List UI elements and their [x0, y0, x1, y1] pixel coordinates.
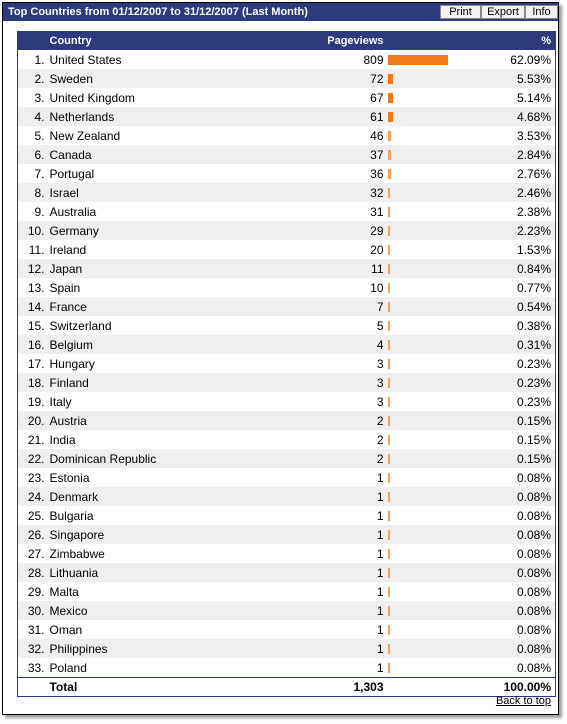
country-name: Canada — [48, 145, 268, 164]
pageviews-bar-cell — [388, 430, 460, 449]
info-button[interactable]: Info — [525, 5, 558, 19]
pageviews-bar-cell — [388, 392, 460, 411]
pageviews-bar-cell — [388, 88, 460, 107]
pageviews-bar-cell — [388, 582, 460, 601]
percent-value: 0.08% — [516, 622, 551, 637]
pageviews-value: 2 — [268, 449, 388, 468]
table-row — [18, 50, 556, 69]
country-name: Austria — [48, 411, 268, 430]
pageviews-bar — [388, 511, 390, 521]
rank-cell: 23. — [27, 470, 45, 485]
pageviews-bar-cell — [388, 544, 460, 563]
pageviews-bar-cell — [388, 316, 460, 335]
table-row — [18, 392, 556, 411]
pageviews-value: 4 — [268, 335, 388, 354]
percent-value: 0.23% — [516, 356, 551, 371]
country-name: Israel — [48, 183, 268, 202]
pageviews-value: 29 — [268, 221, 388, 240]
percent-value: 62.09% — [510, 52, 551, 67]
bar-column-header — [388, 32, 460, 51]
country-name: Mexico — [48, 601, 268, 620]
country-name: Bulgaria — [49, 508, 94, 523]
percent-column-header[interactable]: % — [460, 32, 556, 51]
rank-cell: 5. — [34, 128, 45, 143]
pageviews-bar — [388, 397, 390, 407]
rank-cell: 2. — [18, 69, 48, 88]
rank-cell: 26. — [18, 525, 48, 544]
table-row — [18, 297, 556, 316]
total-percent: 100.00% — [460, 678, 556, 697]
pageviews-value: 2 — [268, 411, 388, 430]
pageviews-value: 1 — [376, 584, 384, 599]
pageviews-bar-cell — [388, 126, 460, 145]
rank-header — [18, 32, 48, 51]
pageviews-value: 46 — [370, 128, 384, 143]
rank-cell: 7. — [34, 166, 45, 181]
country-name: Switzerland — [49, 318, 112, 333]
pageviews-value: 2 — [376, 432, 384, 447]
percent-value: 0.77% — [516, 280, 551, 295]
pageviews-value: 36 — [370, 166, 384, 181]
country-name: New Zealand — [49, 128, 121, 143]
country-name: Zimbabwe — [49, 546, 105, 561]
table-row — [18, 506, 556, 525]
rank-cell: 32. — [18, 639, 48, 658]
pageviews-bar — [388, 549, 390, 559]
percent-value: 0.08% — [516, 508, 551, 523]
pageviews-bar — [388, 606, 390, 616]
percent-value: 1.53% — [516, 242, 551, 257]
rank-cell: 30. — [18, 601, 48, 620]
pageviews-value: 3 — [268, 373, 388, 392]
pageviews-value: 1 — [376, 508, 384, 523]
pageviews-value: 10 — [370, 280, 384, 295]
total-label: Total — [48, 678, 268, 697]
pageviews-bar — [388, 321, 390, 331]
table-header-row — [18, 32, 556, 51]
percent-value: 4.68% — [460, 107, 556, 126]
rank-cell: 4. — [18, 107, 48, 126]
pageviews-value: 809 — [363, 52, 384, 67]
country-name: Australia — [49, 204, 97, 219]
pageviews-bar — [388, 188, 390, 198]
table-row — [18, 658, 556, 678]
country-name: Singapore — [48, 525, 268, 544]
country-name: Estonia — [49, 470, 90, 485]
pageviews-bar — [388, 435, 390, 445]
pageviews-bar-cell — [388, 69, 460, 88]
rank-cell: 33. — [27, 660, 45, 675]
pageviews-value: 1 — [268, 601, 388, 620]
pageviews-value: 1 — [376, 622, 384, 637]
pageviews-bar — [388, 568, 390, 578]
percent-value: 0.31% — [460, 335, 556, 354]
table-row — [18, 639, 556, 658]
percent-value: 0.08% — [460, 525, 556, 544]
title-bar — [3, 3, 558, 21]
percent-value: 0.15% — [516, 432, 551, 447]
pageviews-bar-cell — [388, 278, 460, 297]
pageviews-bar — [388, 359, 390, 369]
percent-value: 0.08% — [516, 470, 551, 485]
table-row — [18, 316, 556, 335]
country-name: Philippines — [48, 639, 268, 658]
table-row — [18, 468, 556, 487]
table-row — [18, 354, 556, 373]
table-row — [18, 449, 556, 468]
percent-value: 0.54% — [460, 297, 556, 316]
pageviews-bar-cell — [388, 658, 460, 678]
back-to-top-link[interactable]: Back to top — [495, 695, 551, 707]
pageviews-value: 67 — [370, 90, 384, 105]
percent-value: 2.38% — [516, 204, 551, 219]
rank-cell: 9. — [34, 204, 45, 219]
pageviews-bar — [388, 644, 390, 654]
rank-cell: 19. — [27, 394, 45, 409]
pageviews-bar-cell — [388, 335, 460, 354]
pageviews-bar — [388, 625, 390, 635]
table-row — [18, 183, 556, 202]
pageviews-bar-cell — [388, 506, 460, 525]
total-rank-cell — [18, 678, 48, 697]
percent-value: 0.15% — [460, 449, 556, 468]
pageviews-bar-cell — [388, 411, 460, 430]
pageviews-bar — [388, 416, 390, 426]
pageviews-bar — [388, 131, 391, 141]
percent-value: 2.76% — [516, 166, 551, 181]
percent-value: 0.08% — [460, 563, 556, 582]
table-row — [18, 411, 556, 430]
rank-cell: 12. — [18, 259, 48, 278]
pageviews-bar — [388, 454, 390, 464]
rank-cell: 31. — [27, 622, 45, 637]
pageviews-bar-cell — [388, 373, 460, 392]
rank-cell: 28. — [18, 563, 48, 582]
pageviews-bar-cell — [388, 525, 460, 544]
pageviews-value: 5 — [376, 318, 384, 333]
export-button[interactable]: Export — [481, 5, 525, 19]
country-name: Sweden — [48, 69, 268, 88]
country-name: Portugal — [49, 166, 95, 181]
total-pageviews: 1,303 — [268, 678, 388, 697]
pageviews-bar — [388, 245, 390, 255]
pageviews-bar-cell — [388, 297, 460, 316]
pageviews-bar — [388, 302, 390, 312]
pageviews-bar — [388, 55, 448, 65]
pageviews-bar — [388, 587, 390, 597]
table-row — [18, 373, 556, 392]
percent-value: 2.46% — [460, 183, 556, 202]
pageviews-value: 31 — [370, 204, 384, 219]
country-name: Netherlands — [48, 107, 268, 126]
rank-cell: 27. — [27, 546, 45, 561]
table-row — [18, 525, 556, 544]
country-name: Hungary — [49, 356, 95, 371]
percent-value: 0.84% — [460, 259, 556, 278]
table-row — [18, 620, 556, 639]
pageviews-bar-cell — [388, 620, 460, 639]
country-name: Lithuania — [48, 563, 268, 582]
pageviews-bar — [388, 169, 391, 179]
table-row — [18, 240, 556, 259]
rank-cell: 17. — [27, 356, 45, 371]
pageviews-value: 11 — [268, 259, 388, 278]
table-row — [18, 126, 556, 145]
country-name: Denmark — [48, 487, 268, 506]
pageviews-value: 1 — [376, 470, 384, 485]
rank-cell: 16. — [18, 335, 48, 354]
pageviews-bar-cell — [388, 354, 460, 373]
pageviews-bar — [388, 264, 390, 274]
table-row — [18, 563, 556, 582]
country-name: India — [49, 432, 76, 447]
pageviews-value: 1 — [376, 660, 384, 675]
pageviews-value: 1 — [268, 639, 388, 658]
percent-value: 3.53% — [516, 128, 551, 143]
rank-cell: 6. — [18, 145, 48, 164]
table-row — [18, 145, 556, 164]
pageviews-value: 72 — [268, 69, 388, 88]
table-row — [18, 601, 556, 620]
pageviews-bar-cell — [388, 202, 460, 221]
pageviews-bar-cell — [388, 240, 460, 259]
report-title: Top Countries from 01/12/2007 to 31/12/2007 (Last Month) — [8, 6, 308, 18]
pageviews-bar-cell — [388, 468, 460, 487]
pageviews-bar-cell — [388, 639, 460, 658]
country-name: Japan — [48, 259, 268, 278]
table-row — [18, 335, 556, 354]
table-row — [18, 88, 556, 107]
table-row — [18, 487, 556, 506]
table-row — [18, 202, 556, 221]
table-row — [18, 544, 556, 563]
pageviews-bar — [388, 530, 390, 540]
percent-value: 0.23% — [516, 394, 551, 409]
rank-cell: 21. — [27, 432, 45, 447]
pageviews-bar-cell — [388, 50, 460, 69]
rank-cell: 13. — [27, 280, 45, 295]
total-row — [18, 678, 556, 697]
top-countries-panel — [2, 2, 559, 715]
country-name: United Kingdom — [49, 90, 135, 105]
rank-cell: 22. — [18, 449, 48, 468]
rank-cell: 18. — [18, 373, 48, 392]
pageviews-bar — [388, 492, 390, 502]
pageviews-bar-cell — [388, 563, 460, 582]
rank-cell: 10. — [18, 221, 48, 240]
pageviews-bar-cell — [388, 449, 460, 468]
table-row — [18, 430, 556, 449]
pageviews-value: 3 — [376, 356, 384, 371]
percent-value: 5.14% — [516, 90, 551, 105]
total-bar-cell — [388, 678, 460, 697]
country-column-header[interactable]: Country — [48, 32, 268, 51]
percent-value: 2.23% — [460, 221, 556, 240]
percent-value: 0.23% — [460, 373, 556, 392]
pageviews-bar — [388, 112, 393, 122]
country-name: United States — [49, 52, 122, 67]
pageviews-bar — [388, 283, 390, 293]
pageviews-value: 3 — [376, 394, 384, 409]
percent-value: 0.08% — [460, 487, 556, 506]
rank-cell: 29. — [27, 584, 45, 599]
country-name: Germany — [48, 221, 268, 240]
country-name: Poland — [49, 660, 87, 675]
pageviews-bar — [388, 473, 390, 483]
percent-value: 0.08% — [460, 639, 556, 658]
pageviews-bar-cell — [388, 259, 460, 278]
pageviews-value: 1 — [376, 546, 384, 561]
rank-cell: 15. — [27, 318, 45, 333]
rank-cell: 24. — [18, 487, 48, 506]
percent-value: 0.15% — [460, 411, 556, 430]
rank-cell: 14. — [18, 297, 48, 316]
table-row — [18, 278, 556, 297]
print-button[interactable]: Print — [440, 5, 481, 19]
table-row — [18, 107, 556, 126]
rank-cell: 20. — [18, 411, 48, 430]
pageviews-bar-cell — [388, 601, 460, 620]
pageviews-value: 61 — [268, 107, 388, 126]
table-row — [18, 221, 556, 240]
table-row — [18, 164, 556, 183]
pageviews-bar — [388, 74, 393, 84]
pageviews-value: 1 — [268, 563, 388, 582]
rank-cell: 25. — [27, 508, 45, 523]
pageviews-bar-cell — [388, 145, 460, 164]
pageviews-value: 1 — [268, 487, 388, 506]
pageviews-bar-cell — [388, 164, 460, 183]
pageviews-value: 20 — [370, 242, 384, 257]
pageviews-value: 37 — [268, 145, 388, 164]
pageviews-value: 1 — [268, 525, 388, 544]
country-name: Italy — [49, 394, 72, 409]
pageviews-bar — [388, 226, 390, 236]
pageviews-bar — [388, 207, 390, 217]
country-name: Ireland — [49, 242, 87, 257]
percent-value: 0.08% — [460, 601, 556, 620]
pageviews-bar-cell — [388, 183, 460, 202]
rank-cell: 1. — [34, 52, 45, 67]
percent-value: 2.84% — [460, 145, 556, 164]
pageviews-bar-cell — [388, 487, 460, 506]
rank-cell: 3. — [34, 90, 45, 105]
percent-value: 0.08% — [516, 546, 551, 561]
pageviews-bar — [388, 663, 390, 673]
pageviews-bar-cell — [388, 107, 460, 126]
table-row — [18, 69, 556, 88]
pageviews-bar-cell — [388, 221, 460, 240]
country-name: Spain — [49, 280, 81, 295]
rank-cell: 8. — [18, 183, 48, 202]
pageviews-bar — [388, 340, 390, 350]
country-name: Oman — [49, 622, 83, 637]
countries-table — [17, 31, 556, 697]
country-name: France — [48, 297, 268, 316]
percent-value: 5.53% — [460, 69, 556, 88]
pageviews-bar — [388, 378, 390, 388]
country-name: Finland — [48, 373, 268, 392]
country-name: Belgium — [48, 335, 268, 354]
country-name: Malta — [49, 584, 79, 599]
percent-value: 0.08% — [516, 584, 551, 599]
percent-value: 0.38% — [516, 318, 551, 333]
percent-value: 0.08% — [516, 660, 551, 675]
country-name: Dominican Republic — [48, 449, 268, 468]
table-row — [18, 582, 556, 601]
rank-cell: 11. — [28, 242, 45, 257]
pageviews-value: 7 — [268, 297, 388, 316]
pageviews-bar — [388, 150, 391, 160]
pageviews-bar — [388, 93, 393, 103]
pageviews-column-header[interactable]: Pageviews — [268, 32, 388, 51]
pageviews-value: 32 — [268, 183, 388, 202]
table-row — [18, 259, 556, 278]
